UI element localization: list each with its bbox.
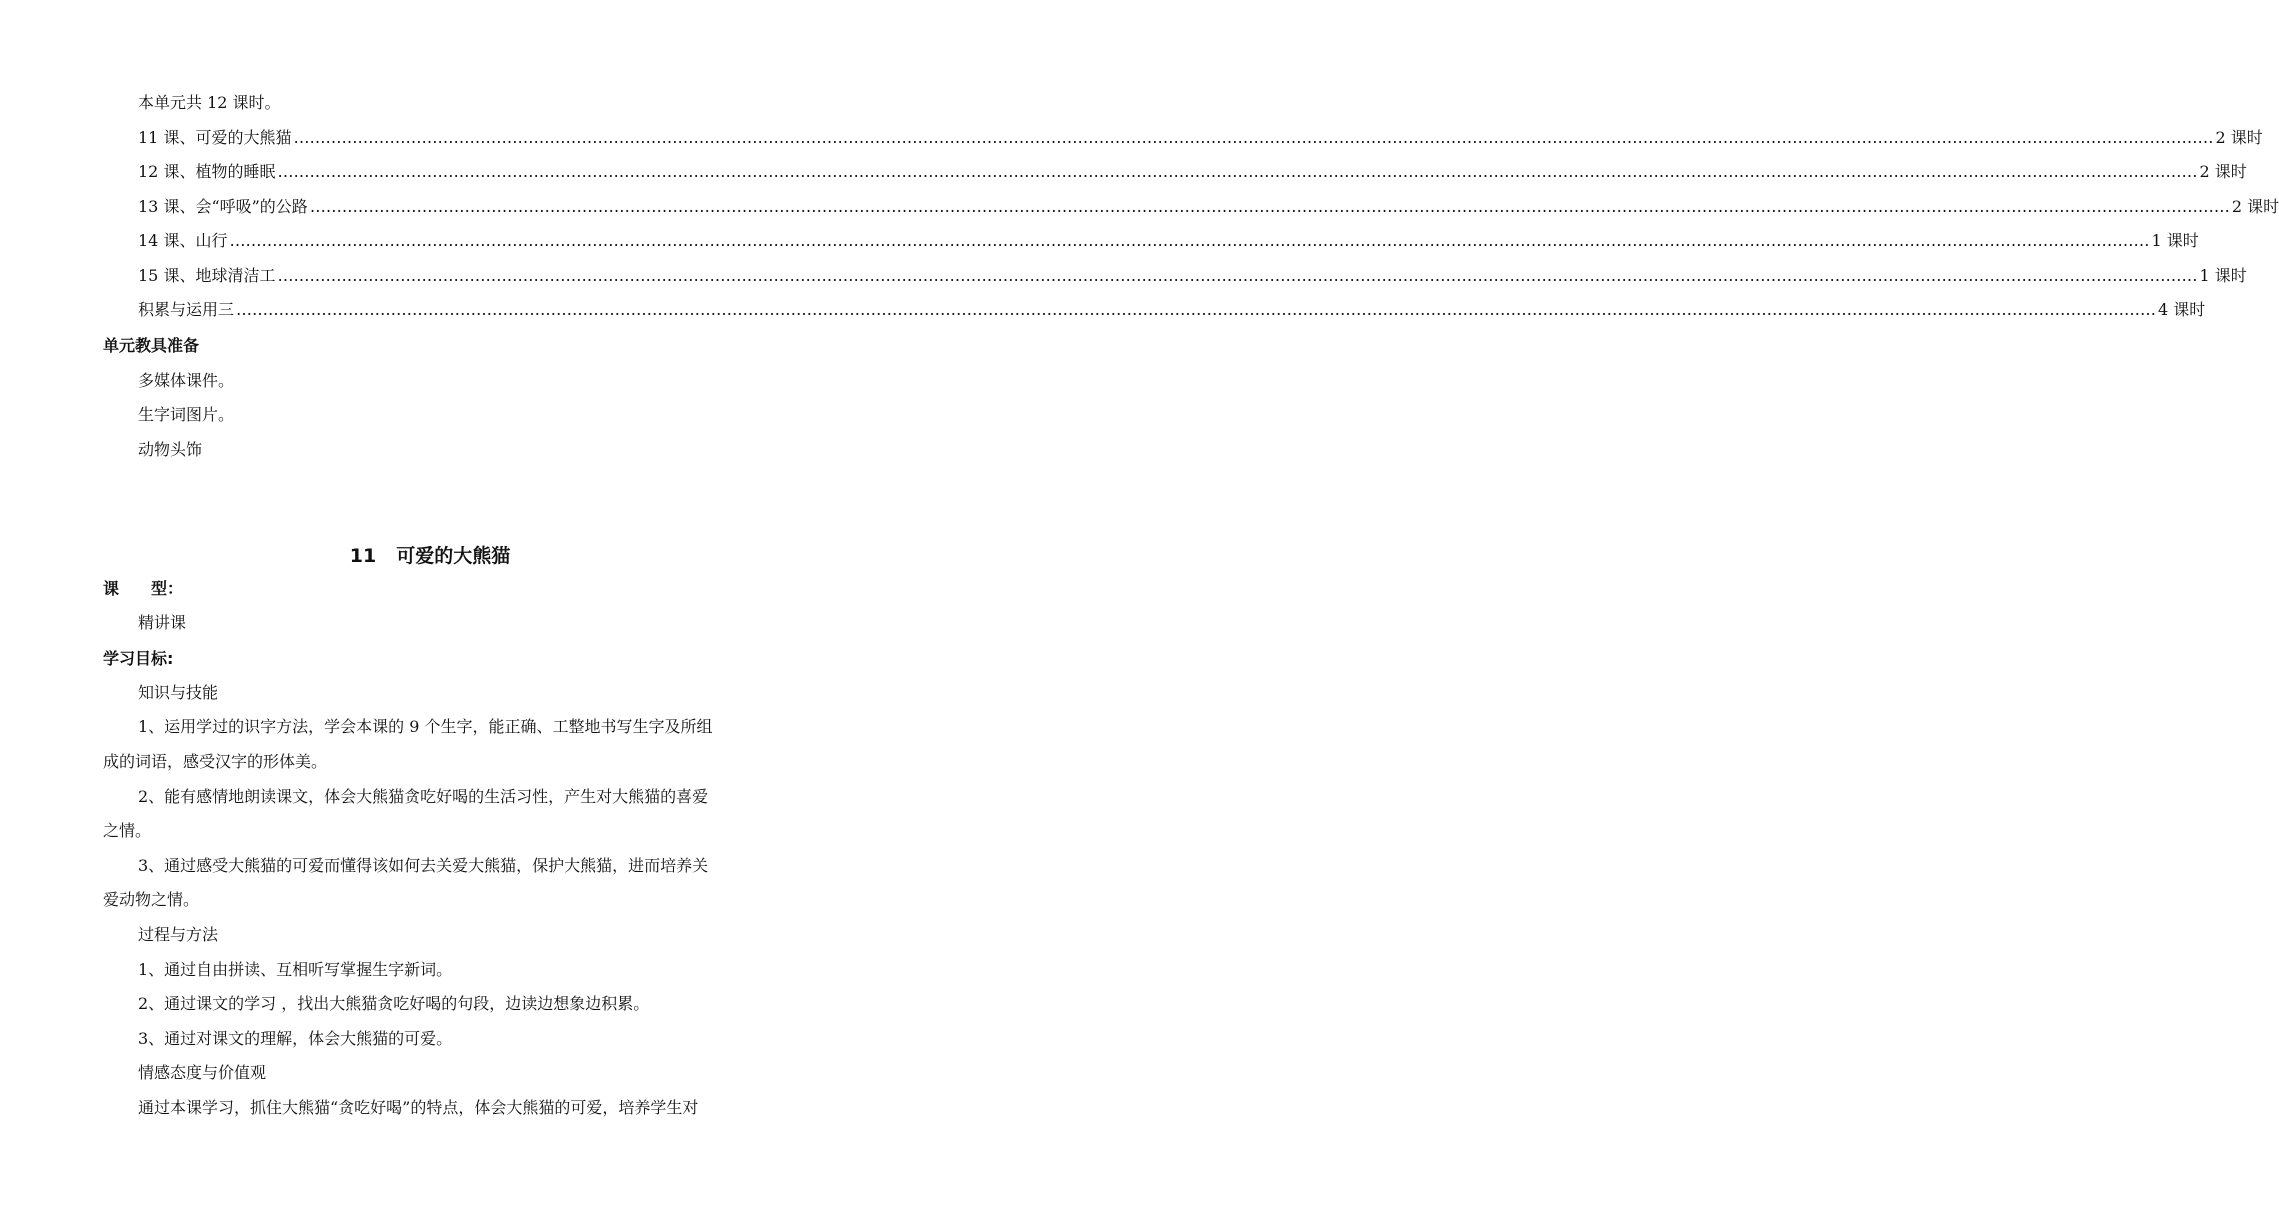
toc-hours: 1 课时 xyxy=(2199,266,2247,285)
knowledge-item-3: 3、通过感受大熊猫的可爱而懂得该如何去关爱大熊猫，保护大熊猫，进而培养关 xyxy=(138,856,709,875)
toc-label: 12 课、植物的睡眠 xyxy=(138,162,276,181)
prep-item: 生字词图片。 xyxy=(138,405,235,424)
unit-intro: 本单元共 12 课时。 xyxy=(138,93,281,112)
toc-label: 14 课、山行 xyxy=(138,231,228,250)
toc-leader: ……………………………………………………………………………………………………………………………………………………………………………………………………………………………………………………………………………………………………………………………… xyxy=(277,162,2198,181)
lesson-title xyxy=(0,541,860,568)
knowledge-heading: 知识与技能 xyxy=(138,683,219,702)
toc-row xyxy=(138,299,2206,321)
knowledge-item-3-cont: 爱动物之情。 xyxy=(103,890,200,909)
toc-leader: ……………………………………………………………………………………………………………………………………………………………………………………………………………………………………………………………………………………………………………………………… xyxy=(293,128,2214,147)
toc-hours: 2 课时 xyxy=(2215,128,2263,147)
objectives-heading: 学习目标: xyxy=(103,649,174,668)
emotion-heading: 情感态度与价值观 xyxy=(138,1063,267,1082)
toc-hours: 4 课时 xyxy=(2158,300,2206,319)
toc-label: 积累与运用三 xyxy=(138,300,235,319)
lesson-type-heading: 课 型： xyxy=(103,579,184,598)
process-heading: 过程与方法 xyxy=(138,925,219,944)
emotion-item-1: 通过本课学习，抓住大熊猫“贪吃好喝”的特点，体会大熊猫的可爱，培养学生对 xyxy=(138,1098,699,1117)
knowledge-item-1-cont: 成的词语，感受汉字的形体美。 xyxy=(103,752,328,771)
process-item-2: 2、通过课文的学习 ，找出大熊猫贪吃好喝的句段，边读边想象边积累。 xyxy=(138,994,650,1013)
lesson-number: 11 xyxy=(349,545,377,567)
prep-item: 动物头饰 xyxy=(138,440,203,459)
toc-label: 13 课、会“呼吸”的公路 xyxy=(138,197,308,216)
knowledge-item-1: 1、运用学过的识字方法，学会本课的 9 个生字，能正确、工整地书写生字及所组 xyxy=(138,717,713,736)
toc-row xyxy=(138,265,2247,287)
knowledge-item-2: 2、能有感情地朗读课文，体会大熊猫贪吃好喝的生活习性，产生对大熊猫的喜爱 xyxy=(138,787,709,806)
toc-row xyxy=(138,161,2247,183)
lesson-title-text: 可爱的大熊猫 xyxy=(396,545,511,567)
lesson-type-value: 精讲课 xyxy=(138,613,187,632)
toc-leader: ……………………………………………………………………………………………………………………………………………………………………………………………………………………………………………………………………………………………………………………………… xyxy=(277,266,2198,285)
toc-hours: 2 课时 xyxy=(2231,197,2279,216)
process-item-1: 1、通过自由拼读、互相听写掌握生字新词。 xyxy=(138,960,453,979)
toc-row xyxy=(138,230,2199,252)
toc-row xyxy=(138,127,2263,149)
toc-label: 15 课、地球清洁工 xyxy=(138,266,276,285)
toc-leader: ……………………………………………………………………………………………………………………………………………………………………………………………………………………………………………………………………………………………………………………………… xyxy=(309,197,2230,216)
process-item-3: 3、通过对课文的理解，体会大熊猫的可爱。 xyxy=(138,1029,453,1048)
toc-leader: ……………………………………………………………………………………………………………………………………………………………………………………………………………………………………………………………………………………………………………………………… xyxy=(229,231,2150,250)
toc-hours: 2 课时 xyxy=(2199,162,2247,181)
knowledge-item-2-cont: 之情。 xyxy=(103,821,152,840)
prep-heading: 单元教具准备 xyxy=(103,336,200,355)
toc-label: 11 课、可爱的大熊猫 xyxy=(138,128,292,147)
toc-hours: 1 课时 xyxy=(2151,231,2199,250)
toc-leader: ……………………………………………………………………………………………………………………………………………………………………………………………………………………………………………………………………………………………………………………………… xyxy=(236,300,2157,319)
prep-item: 多媒体课件。 xyxy=(138,371,235,390)
toc-row xyxy=(138,196,2279,218)
